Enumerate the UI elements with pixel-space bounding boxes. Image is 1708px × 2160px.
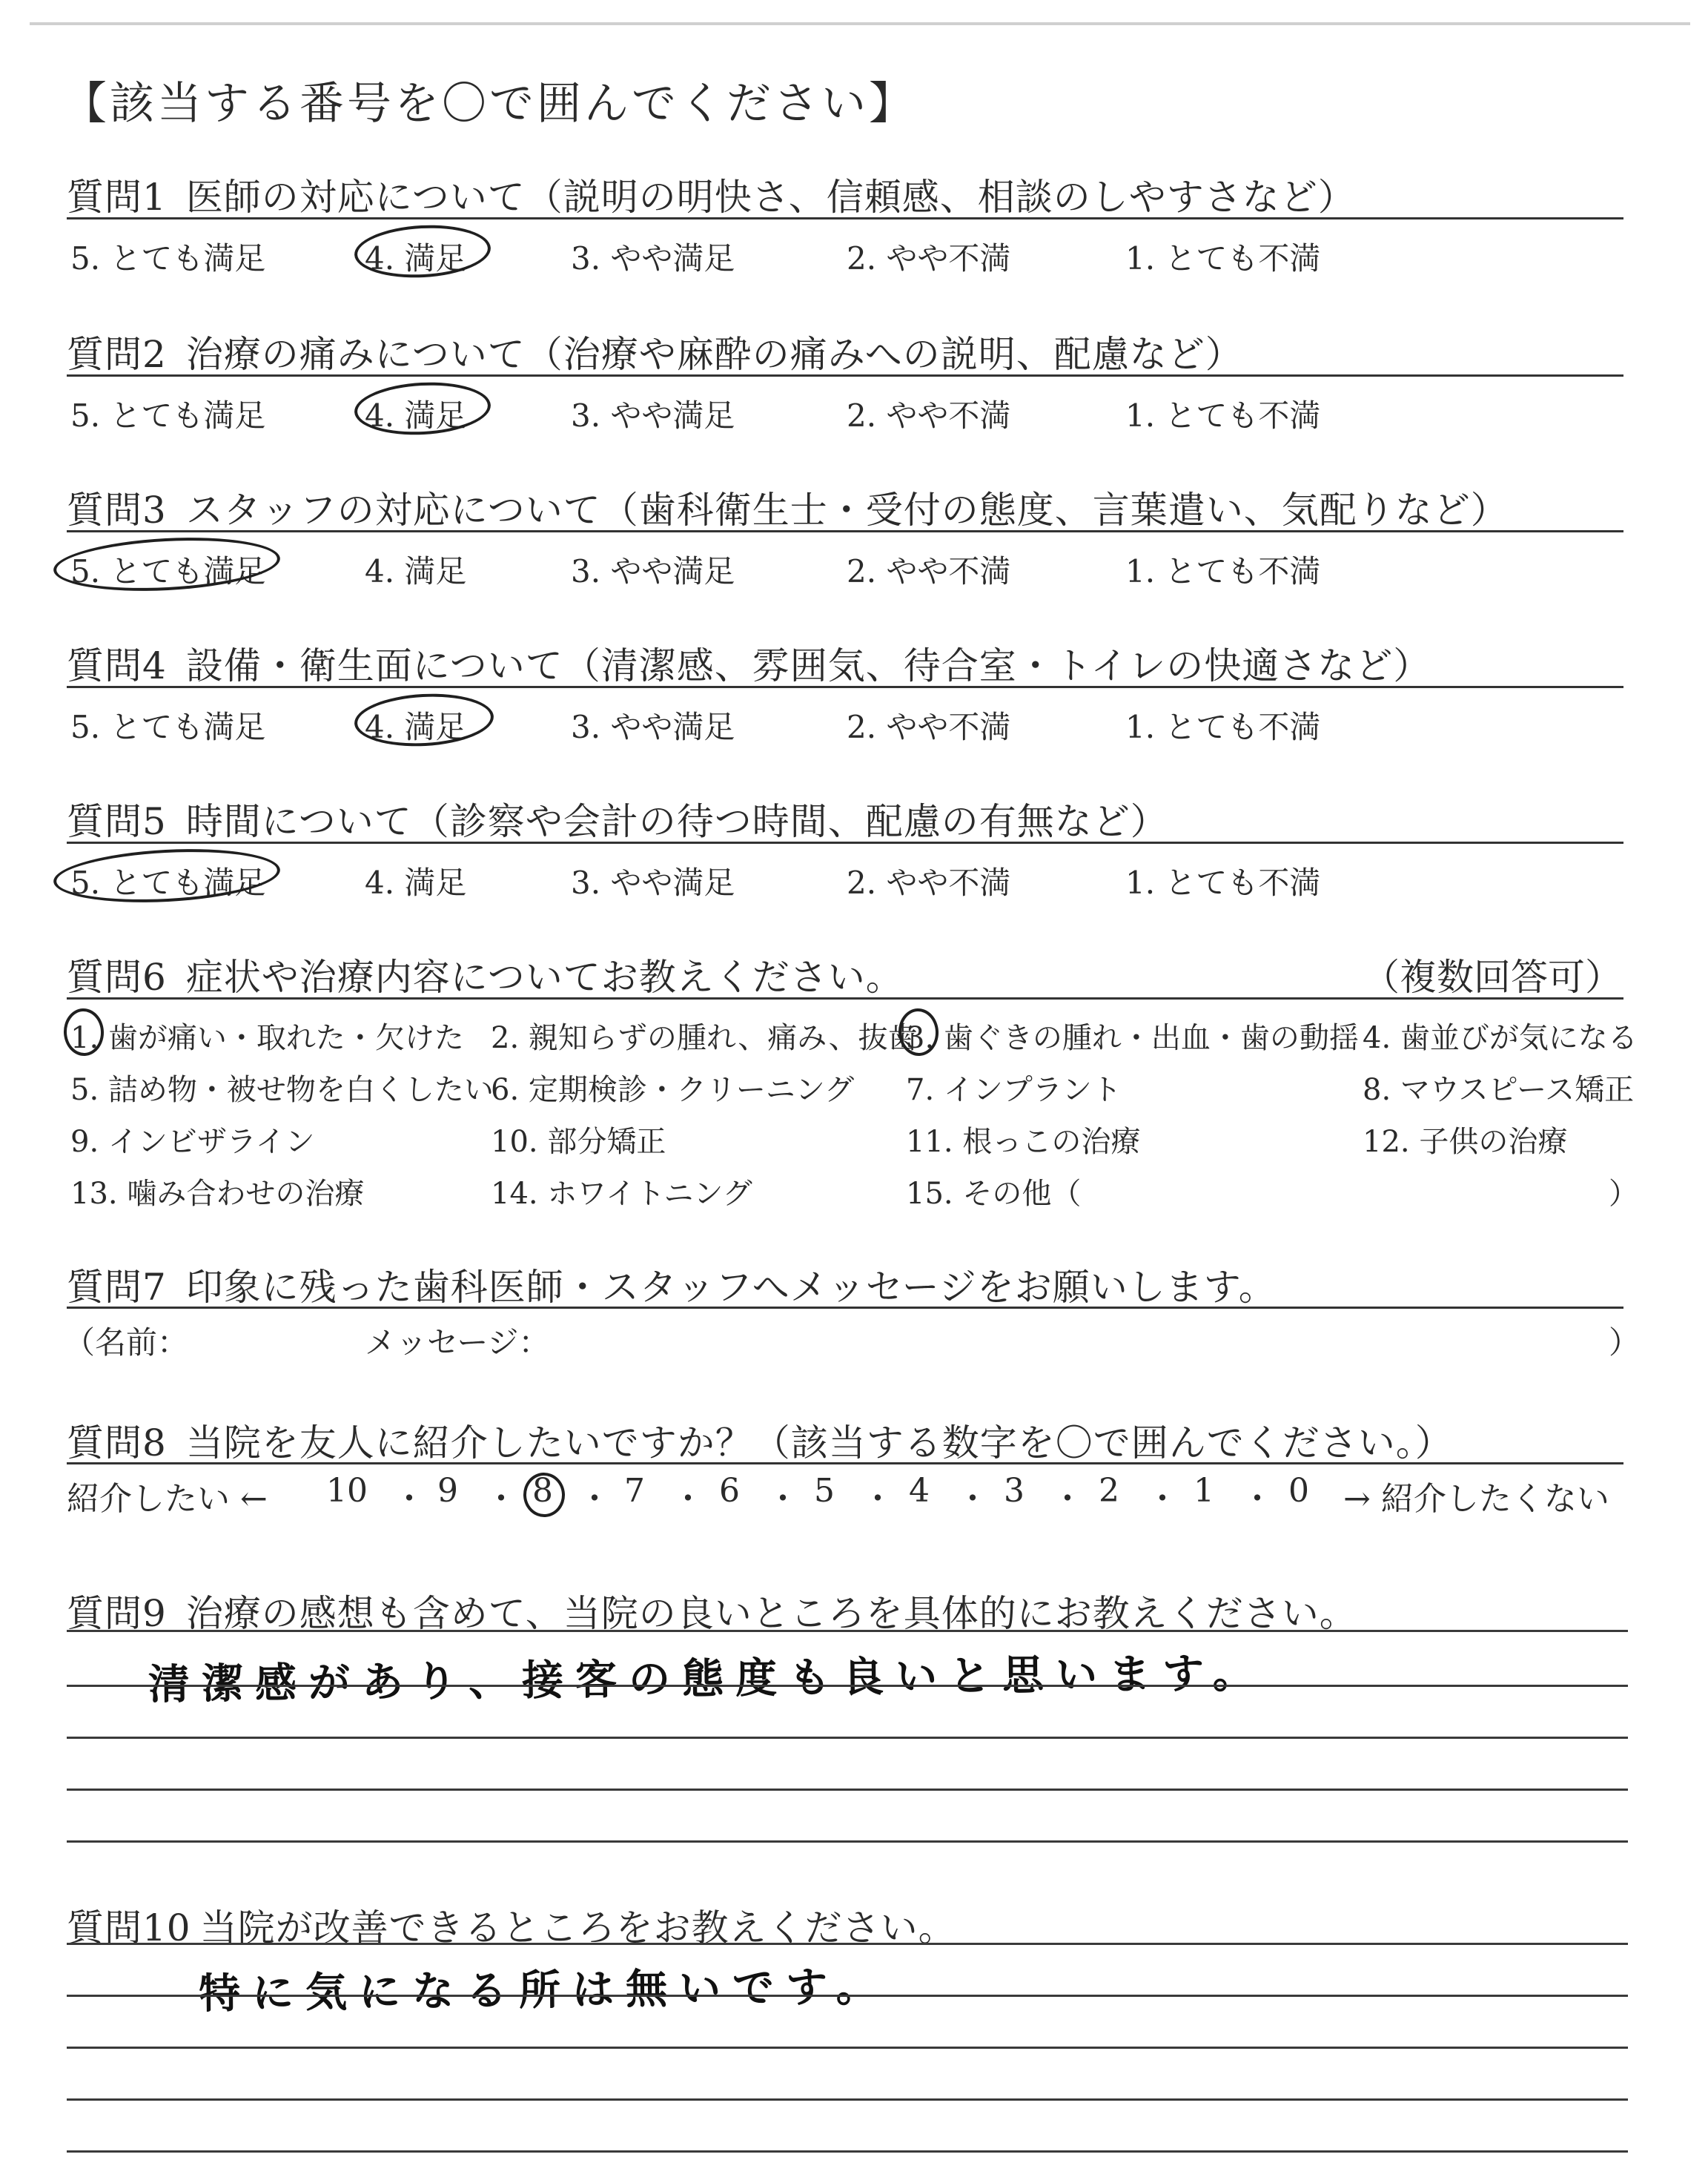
scale-separator: ・ — [1051, 1480, 1084, 1518]
scale-selection-circle — [522, 1472, 566, 1519]
question-text: 時間について（診察や会計の待つ時間、配慮の有無など） — [185, 800, 1168, 843]
recommend-left-label: 紹介したい ← — [67, 1480, 268, 1518]
scale-4[interactable]: 4 — [909, 1472, 930, 1510]
question-number: 質問9 — [67, 1592, 167, 1635]
q3-option-1[interactable]: 1. とても不満 — [1125, 553, 1321, 589]
question-number: 質問7 — [67, 1266, 167, 1309]
answer-line — [67, 2047, 1628, 2049]
question-number: 質問4 — [67, 644, 167, 687]
answer-line — [67, 1685, 1628, 1687]
q3-option-5[interactable]: 5. とても満足 — [70, 553, 266, 589]
question-6 — [67, 948, 904, 1001]
scale-6[interactable]: 6 — [719, 1472, 740, 1510]
q4-option-5[interactable]: 5. とても満足 — [70, 709, 266, 745]
q5-option-1[interactable]: 1. とても不満 — [1125, 865, 1321, 901]
q7-close-paren: ） — [1609, 1324, 1641, 1361]
q6-option-6[interactable]: 6. 定期検診・クリーニング — [491, 1073, 855, 1107]
scale-8[interactable]: 8 — [532, 1472, 553, 1510]
q4-selection-circle — [353, 690, 494, 750]
q2-option-3[interactable]: 3. やや満足 — [571, 397, 735, 434]
q6-option-3[interactable]: 3. 歯ぐきの腫れ・出血・歯の動揺 — [906, 1021, 1359, 1055]
scale-separator: ・ — [956, 1480, 989, 1518]
q2-option-5[interactable]: 5. とても満足 — [70, 397, 266, 434]
message-label: メッセージ： — [365, 1324, 550, 1361]
q6-option-13[interactable]: 13. 噛み合わせの治療 — [70, 1177, 365, 1211]
question-number: 質問3 — [67, 489, 167, 532]
question-3 — [67, 480, 1509, 534]
question-number: 質問2 — [67, 333, 167, 376]
question-number: 質問5 — [67, 800, 167, 843]
question-text: 設備・衛生面について（清潔感、雰囲気、待合室・トイレの快適さなど） — [185, 644, 1431, 687]
q6-option-10[interactable]: 10. 部分矯正 — [491, 1125, 666, 1159]
answer-line — [67, 2150, 1628, 2153]
q6-option-9[interactable]: 9. インビザライン — [70, 1125, 315, 1159]
q2-option-2[interactable]: 2. やや不満 — [847, 397, 1011, 434]
question-number: 質問10 — [67, 1906, 191, 1949]
question-text: 医師の対応について（説明の明快さ、信頼感、相談のしやすさなど） — [185, 176, 1356, 219]
q4-option-1[interactable]: 1. とても不満 — [1125, 709, 1321, 745]
answer-line — [67, 1995, 1628, 1997]
q3-option-4[interactable]: 4. 満足 — [365, 553, 467, 589]
question-text: スタッフの対応について（歯科衛生士・受付の態度、言葉遣い、気配りなど） — [185, 489, 1509, 532]
q6-option-14[interactable]: 14. ホワイトニング — [491, 1177, 752, 1211]
q5-option-5[interactable]: 5. とても満足 — [70, 865, 266, 901]
scale-separator: ・ — [767, 1480, 799, 1518]
scale-separator: ・ — [672, 1480, 704, 1518]
question-8 — [67, 1413, 1453, 1467]
question-number: 質問6 — [67, 956, 167, 999]
question-text: 当院が改善できるところをお教えください。 — [199, 1906, 956, 1949]
question-rule — [67, 842, 1623, 844]
question-rule — [67, 374, 1623, 377]
q1-option-4[interactable]: 4. 満足 — [365, 240, 467, 277]
question-text: 治療の痛みについて（治療や麻酔の痛みへの説明、配慮など） — [185, 333, 1243, 376]
question-number: 質問1 — [67, 176, 167, 219]
question-number: 質問8 — [67, 1421, 167, 1464]
scale-separator: ・ — [1241, 1480, 1274, 1518]
q2-selection-circle — [353, 379, 491, 438]
q2-option-1[interactable]: 1. とても不満 — [1125, 397, 1321, 434]
q6-option-12[interactable]: 12. 子供の治療 — [1363, 1125, 1568, 1159]
question-4 — [67, 636, 1431, 690]
scale-7[interactable]: 7 — [624, 1472, 645, 1510]
q6-option-4[interactable]: 4. 歯並びが気になる — [1363, 1021, 1638, 1055]
q6-option-7[interactable]: 7. インプラント — [906, 1073, 1122, 1107]
scale-separator: ・ — [578, 1480, 611, 1518]
q2-option-4[interactable]: 4. 満足 — [365, 397, 467, 434]
q5-option-2[interactable]: 2. やや不満 — [847, 865, 1011, 901]
q6-option-11[interactable]: 11. 根っこの治療 — [906, 1125, 1141, 1159]
q6-option-1[interactable]: 1. 歯が痛い・取れた・欠けた — [70, 1021, 464, 1055]
q10-handwritten-answer[interactable]: 特に気になる所は無いです。 — [198, 1963, 890, 2018]
scale-separator: ・ — [861, 1480, 894, 1518]
instruction-title: 【該当する番号を〇で囲んでください】 — [62, 78, 916, 130]
question-2 — [67, 325, 1243, 378]
q4-option-2[interactable]: 2. やや不満 — [847, 709, 1011, 745]
q1-selection-circle — [353, 222, 491, 281]
question-rule — [67, 1462, 1623, 1464]
question-rule — [67, 217, 1623, 219]
scan-top-edge — [30, 22, 1690, 25]
q4-option-3[interactable]: 3. やや満足 — [571, 709, 735, 745]
q4-option-4[interactable]: 4. 満足 — [365, 709, 467, 745]
question-7 — [67, 1258, 1277, 1311]
question-text: 治療の感想も含めて、当院の良いところを具体的にお教えください。 — [185, 1592, 1357, 1635]
q5-option-3[interactable]: 3. やや満足 — [571, 865, 735, 901]
q1-option-1[interactable]: 1. とても不満 — [1125, 240, 1321, 277]
q6-option-8[interactable]: 8. マウスピース矯正 — [1363, 1073, 1635, 1107]
q3-option-2[interactable]: 2. やや不満 — [847, 553, 1011, 589]
q6-option-5[interactable]: 5. 詰め物・被せ物を白くしたい — [70, 1073, 494, 1107]
scale-0[interactable]: 0 — [1288, 1472, 1309, 1510]
scale-separator: ・ — [485, 1480, 517, 1518]
q9-handwritten-answer[interactable]: 清潔感があり、接客の態度も良いと思います。 — [148, 1649, 1266, 1709]
q6-option-2[interactable]: 2. 親知らずの腫れ、痛み、抜歯 — [491, 1021, 918, 1055]
scale-9[interactable]: 9 — [437, 1472, 458, 1510]
scale-5[interactable]: 5 — [814, 1472, 835, 1510]
question-text: 当院を友人に紹介したいですか？（該当する数字を〇で囲んでください。） — [185, 1421, 1453, 1464]
scale-1[interactable]: 1 — [1194, 1472, 1214, 1510]
q6-option-15[interactable]: 15. その他（ — [906, 1177, 1082, 1211]
scale-3[interactable]: 3 — [1004, 1472, 1025, 1510]
scale-2[interactable]: 2 — [1099, 1472, 1119, 1510]
answer-line — [67, 1630, 1628, 1632]
question-rule — [67, 997, 1623, 1000]
answer-line — [67, 1737, 1628, 1739]
question-text: 症状や治療内容についてお教えください。 — [185, 956, 904, 999]
q6-close-paren: ） — [1609, 1177, 1638, 1211]
q1-option-3[interactable]: 3. やや満足 — [571, 240, 735, 277]
answer-line — [67, 1840, 1628, 1843]
question-rule — [67, 530, 1623, 532]
question-5 — [67, 792, 1168, 845]
question-1 — [67, 168, 1356, 221]
recommend-right-label: → 紹介したくない — [1343, 1480, 1609, 1518]
q3-option-3[interactable]: 3. やや満足 — [571, 553, 735, 589]
scale-10[interactable]: 10 — [326, 1472, 368, 1510]
q1-option-2[interactable]: 2. やや不満 — [847, 240, 1011, 277]
answer-line — [67, 2098, 1628, 2101]
scale-separator: ・ — [393, 1480, 426, 1518]
scale-separator: ・ — [1146, 1480, 1179, 1518]
q5-option-4[interactable]: 4. 満足 — [365, 865, 467, 901]
question-rule — [67, 686, 1623, 688]
multiple-answer-note: （複数回答可） — [1363, 956, 1622, 999]
name-label: （名前： — [64, 1324, 189, 1361]
question-text: 印象に残った歯科医師・スタッフへメッセージをお願いします。 — [185, 1266, 1277, 1309]
q1-option-5[interactable]: 5. とても満足 — [70, 240, 266, 277]
answer-line — [67, 1943, 1628, 1945]
answer-line — [67, 1789, 1628, 1791]
question-rule — [67, 1307, 1623, 1309]
